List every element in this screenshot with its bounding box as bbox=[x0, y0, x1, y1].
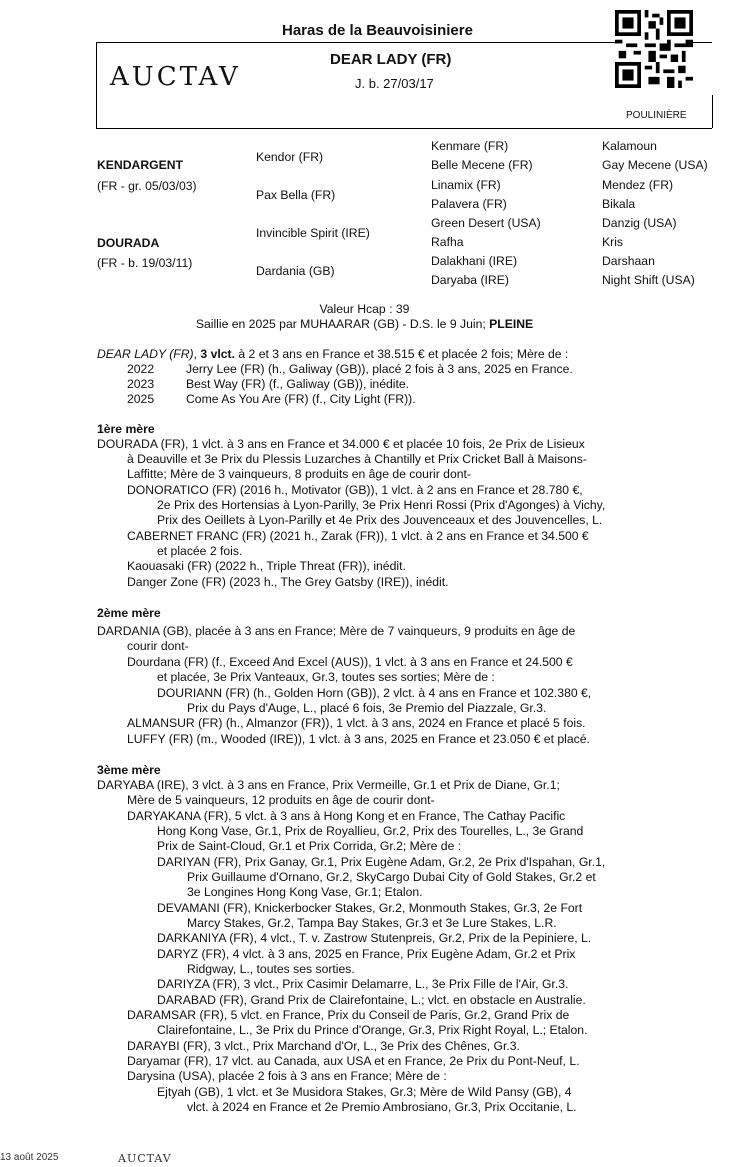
gen2-dam-dam: Dardania (GB) bbox=[256, 264, 335, 278]
mere1-line: CABERNET FRANC (FR) (2021 h., Zarak (FR)), 1 vlct. à 2 ans en France et 34.500 € bbox=[127, 529, 589, 543]
mere2-line: courir dont- bbox=[127, 639, 189, 653]
gen4-2: Gay Mecene (USA) bbox=[602, 158, 708, 172]
gen4-4: Bikala bbox=[602, 197, 636, 211]
mere3-line: Hong Kong Vase, Gr.1, Prix de Royallieu, Gr.2, Prix des Tourelles, L., 3e Grand bbox=[157, 824, 584, 838]
mere3-line: Ejtyah (GB), 1 vlct. et 3e Musidora Stakes, Gr.3; Mère de Wild Pansy (GB), 4 bbox=[157, 1085, 572, 1099]
mere1-line: Danger Zone (FR) (2023 h., The Grey Gatsby (IRE)), inédit. bbox=[127, 575, 449, 589]
produce-year: 2025 bbox=[127, 392, 155, 406]
gen4-7: Darshaan bbox=[602, 254, 655, 268]
mere2-line: DOURIANN (FR) (h., Golden Horn (GB)), 2 vlct. à 4 ans en France et 102.380 €, bbox=[157, 686, 592, 700]
mere2-line: LUFFY (FR) (m., Wooded (IRE)), 1 vlct. à 3 ans, 2025 en France et 23.050 € et placé. bbox=[127, 732, 590, 746]
saillie-status: PLEINE bbox=[489, 317, 534, 331]
header-bottom-rule bbox=[96, 128, 712, 129]
mere3-line: DARYZ (FR), 4 vlct. à 3 ans, 2025 en France, Prix Eugène Adam, Gr.2 et Prix bbox=[157, 947, 576, 961]
dam-name: DOURADA bbox=[97, 236, 160, 250]
produce-text: Best Way (FR) (f., Galiway (GB)), inédite. bbox=[186, 377, 410, 391]
footer-logo: AUCTAV bbox=[118, 1152, 172, 1165]
mere2-line: Prix du Pays d'Auge, L., placé 6 fois, 3e Premio del Piazzale, Gr.3. bbox=[187, 701, 547, 715]
mere2-line: et placée, 3e Prix Vanteaux, Gr.3, toutes ses sorties; Mère de : bbox=[157, 670, 495, 684]
mere3-line: DEVAMANI (FR), Knickerbocker Stakes, Gr.2, Monmouth Stakes, Gr.3, 2e Fort bbox=[157, 901, 583, 915]
saillie-line bbox=[0, 317, 729, 331]
mere3-line: DARAYBI (FR), 3 vlct., Prix Marchand d'Or, L., 3e Prix des Chênes, Gr.3. bbox=[127, 1039, 520, 1053]
gen2-sire-sire: Kendor (FR) bbox=[256, 150, 324, 164]
category-label: POULINIÈRE bbox=[626, 110, 687, 121]
gen3-4: Palavera (FR) bbox=[431, 197, 507, 211]
stud-name: Haras de la Beauvoisiniere bbox=[282, 22, 473, 39]
gen3-6: Rafha bbox=[431, 235, 464, 249]
header-left-border bbox=[96, 42, 97, 128]
mere3-line: Prix de Saint-Cloud, Gr.1 et Prix Corrida, Gr.2; Mère de : bbox=[157, 839, 462, 853]
horse-sex-color-dob: J. b. 27/03/17 bbox=[355, 76, 434, 91]
section-title-mere3: 3ème mère bbox=[97, 763, 161, 777]
gen2-sire-dam: Pax Bella (FR) bbox=[256, 188, 336, 202]
gen3-2: Belle Mecene (FR) bbox=[431, 158, 533, 172]
mere3-line: DARIYAN (FR), Prix Ganay, Gr.1, Prix Eugène Adam, Gr.2, 2e Prix d'Ispahan, Gr.1, bbox=[157, 855, 606, 869]
mere2-line: Dourdana (FR) (f., Exceed And Excel (AUS)), 1 vlct. à 3 ans en France et 24.500 € bbox=[127, 655, 573, 669]
produce-year: 2022 bbox=[127, 362, 155, 376]
gen3-7: Dalakhani (IRE) bbox=[431, 254, 518, 268]
mere1-line: 2e Prix des Hortensias à Lyon-Parilly, 3e Prix Henri Rossi (Prix d'Agonges) à Vichy, bbox=[157, 498, 606, 512]
mere1-line: à Deauville et 3e Prix du Plessis Luzarches à Chantilly et Prix Cricket Ball à Maisons- bbox=[127, 452, 587, 466]
gen4-5: Danzig (USA) bbox=[602, 216, 677, 230]
footer-date: 13 août 2025 bbox=[0, 1152, 59, 1163]
gen3-1: Kenmare (FR) bbox=[431, 139, 509, 153]
mere3-line: 3e Longines Hong Kong Vase, Gr.1; Etalon. bbox=[187, 885, 423, 899]
gen4-6: Kris bbox=[602, 235, 623, 249]
produce-year: 2023 bbox=[127, 377, 155, 391]
mere1-line: DOURADA (FR), 1 vlct. à 3 ans en France et 34.000 € et placée 10 fois, 2e Prix de Lisieux bbox=[97, 437, 585, 451]
produce-intro: DEAR LADY (FR), 3 vlct. à 2 et 3 ans en France et 38.515 € et placée 2 fois; Mère de : bbox=[97, 347, 569, 361]
sire-name: KENDARGENT bbox=[97, 158, 183, 172]
gen3-8: Daryaba (IRE) bbox=[431, 273, 509, 287]
mere3-line: vlct. à 2024 en France et 2e Premio Ambrosiano, Gr.3, Prix Occitanie, L. bbox=[187, 1100, 577, 1114]
mere3-line: DARKANIYA (FR), 4 vlct., T. v. Zastrow Stutenpreis, Gr.2, Prix de la Pepiniere, L. bbox=[157, 931, 592, 945]
mere3-line: Daryamar (FR), 17 vlct. au Canada, aux USA et en France, 2e Prix du Pont-Neuf, L. bbox=[127, 1054, 580, 1068]
mere3-line: DARYABA (IRE), 3 vlct. à 3 ans en France, Prix Vermeille, Gr.1 et Prix de Diane, Gr.1; bbox=[97, 778, 560, 792]
gen4-3: Mendez (FR) bbox=[602, 178, 674, 192]
mere3-line: DARYAKANA (FR), 5 vlct. à 3 ans à Hong Kong et en France, The Cathay Pacific bbox=[127, 809, 566, 823]
mere3-line: Marcy Stakes, Gr.2, Tampa Bay Stakes, Gr.3 et 3e Lure Stakes, L.R. bbox=[187, 916, 557, 930]
gen4-8: Night Shift (USA) bbox=[602, 273, 695, 287]
mere2-line: ALMANSUR (FR) (h., Almanzor (FR)), 1 vlct. à 3 ans, 2024 en France et placé 5 fois. bbox=[127, 716, 586, 730]
produce-intro-text: à 2 et 3 ans en France et 38.515 € et placée 2 fois; Mère de : bbox=[238, 347, 569, 361]
gen3-3: Linamix (FR) bbox=[431, 178, 501, 192]
mere3-line: Clairefontaine, L., 3e Prix du Prince d'Orange, Gr.3, Prix Right Royal, L.; Etalon. bbox=[157, 1023, 588, 1037]
mere1-line: Prix des Oeillets à Lyon-Parilly et 4e Prix des Jouvenceaux et des Jouvencelles, L. bbox=[157, 513, 603, 527]
section-title-mere2: 2ème mère bbox=[97, 606, 161, 620]
mere3-line: Darysina (USA), placée 2 fois à 3 ans en France; Mère de : bbox=[127, 1069, 447, 1083]
mere1-line: Laffitte; Mère de 3 vainqueurs, 8 produits en âge de courir dont- bbox=[127, 467, 471, 481]
mere3-line: Prix Guillaume d'Ornano, Gr.2, SkyCargo Dubai City of Gold Stakes, Gr.2 et bbox=[187, 870, 596, 884]
valeur-hcap: Valeur Hcap : 39 bbox=[319, 302, 410, 316]
gen2-dam-sire: Invincible Spirit (IRE) bbox=[256, 226, 370, 240]
mere3-line: DARAMSAR (FR), 5 vlct. en France, Prix du Conseil de Paris, Gr.2, Grand Prix de bbox=[127, 1008, 570, 1022]
auctav-logo: AUCTAV bbox=[110, 62, 241, 92]
sire-info: (FR - gr. 05/03/03) bbox=[97, 179, 197, 193]
mere1-line: et placée 2 fois. bbox=[157, 544, 243, 558]
gen3-5: Green Desert (USA) bbox=[431, 216, 541, 230]
wins-count: 3 vlct. bbox=[200, 347, 235, 361]
saillie-text: Saillie en 2025 par MUHAARAR (GB) - D.S. le 9 Juin; bbox=[195, 317, 486, 331]
gen4-1: Kalamoun bbox=[602, 139, 657, 153]
produce-text: Jerry Lee (FR) (h., Galiway (GB)), placé 2 fois à 3 ans, 2025 en France. bbox=[186, 362, 573, 376]
mere1-line: Kaouasaki (FR) (2022 h., Triple Threat (FR)), inédit. bbox=[127, 559, 406, 573]
mere3-line: DARABAD (FR), Grand Prix de Clairefontaine, L.; vlct. en obstacle en Australie. bbox=[157, 993, 586, 1007]
qr-code-icon bbox=[615, 10, 693, 88]
header-right-border bbox=[712, 95, 713, 128]
mere3-line: Ridgway, L., toutes ses sorties. bbox=[187, 962, 355, 976]
section-title-mere1: 1ère mère bbox=[97, 422, 155, 436]
produce-text: Come As You Are (FR) (f., City Light (FR)). bbox=[186, 392, 416, 406]
mere1-line: DONORATICO (FR) (2016 h., Motivator (GB)), 1 vlct. à 2 ans en France et 28.780 €, bbox=[127, 483, 583, 497]
mere3-line: Mère de 5 vainqueurs, 12 produits en âge de courir dont- bbox=[127, 793, 435, 807]
horse-name-italic: DEAR LADY (FR) bbox=[97, 347, 194, 361]
horse-name: DEAR LADY (FR) bbox=[330, 51, 452, 68]
mere2-line: DARDANIA (GB), placée à 3 ans en France; Mère de 7 vainqueurs, 9 produits en âge de bbox=[97, 624, 576, 638]
dam-info: (FR - b. 19/03/11) bbox=[97, 256, 193, 270]
mere3-line: DARIYZA (FR), 3 vlct., Prix Casimir Delamarre, L., 3e Prix Fille de l'Air, Gr.3. bbox=[157, 977, 569, 991]
